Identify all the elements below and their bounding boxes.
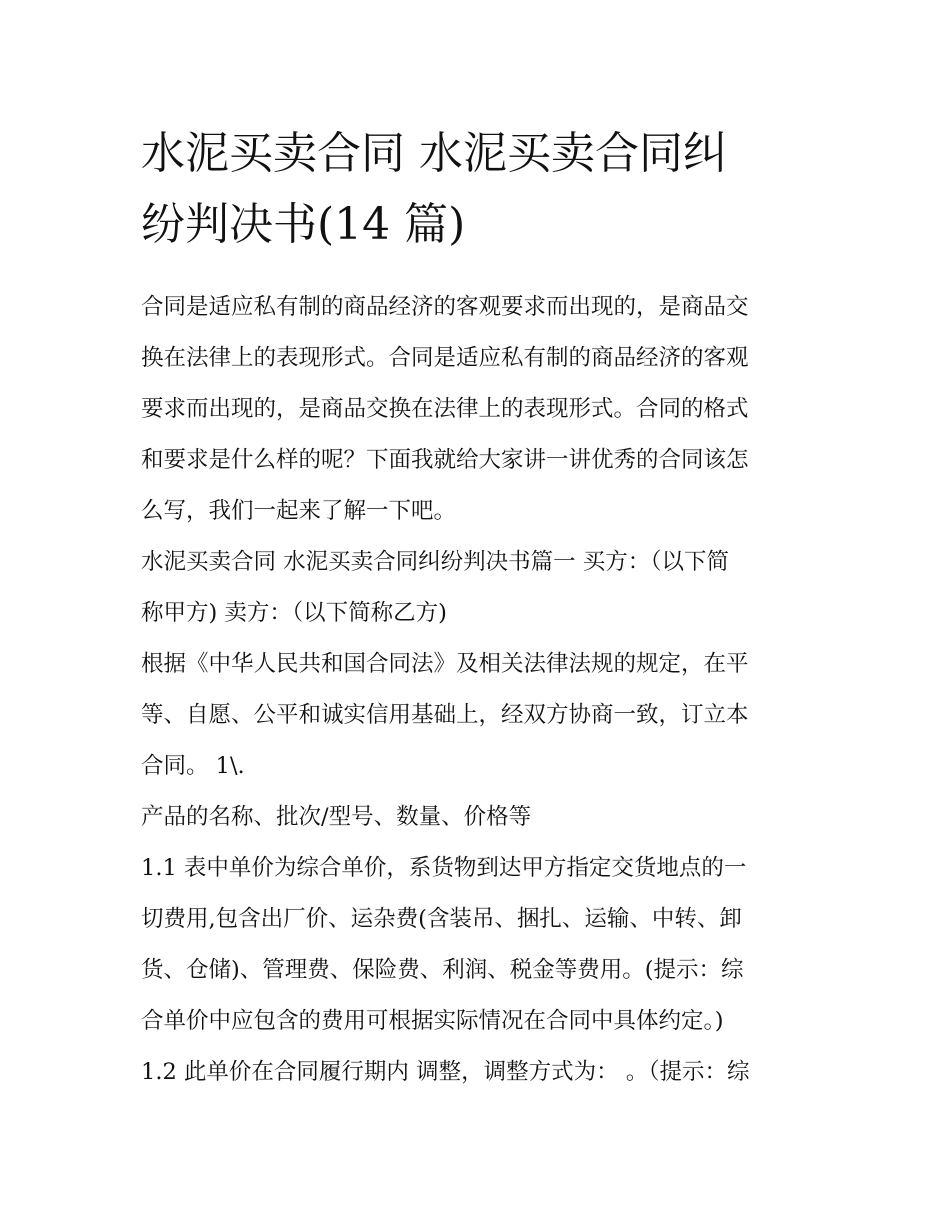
text-line: 和要求是什么样的呢？下面我就给大家讲一讲优秀的合同该怎 <box>141 447 749 473</box>
text-line: 水泥买卖合同 水泥买卖合同纠纷判决书篇一 买方：（以下简 <box>141 549 730 575</box>
text-line: 1.1 表中单价为综合单价，系货物到达甲方指定交货地点的一 <box>141 855 747 881</box>
text-line: 称甲方) 卖方：（以下简称乙方) <box>141 600 447 626</box>
title-line-2: 纷判决书(14 篇) <box>141 199 466 250</box>
document-body <box>141 282 816 1098</box>
text-line: 等、自愿、公平和诚实信用基础上，经双方协商一致，订立本 <box>141 702 749 728</box>
document-title <box>141 118 821 260</box>
text-line: 合同。 1\. <box>141 753 245 779</box>
text-line: 要求而出现的，是商品交换在法律上的表现形式。合同的格式 <box>141 396 749 422</box>
text-line: 产品的名称、批次/型号、数量、价格等 <box>141 804 532 830</box>
title-line-1: 水泥买卖合同 水泥买卖合同纠 <box>141 128 727 179</box>
text-line: 根据《中华人民共和国合同法》及相关法律法规的规定，在平 <box>141 651 749 677</box>
text-line: 切费用,包含出厂价、运杂费(含装吊、捆扎、运输、中转、卸 <box>141 906 742 932</box>
text-line: 换在法律上的表现形式。合同是适应私有制的商品经济的客观 <box>141 345 749 371</box>
text-line: 么写，我们一起来了解一下吧。 <box>141 498 457 524</box>
text-line: 1.2 此单价在合同履行期内 调整，调整方式为： 。（提示：综 <box>141 1059 750 1085</box>
text-line: 货、仓储)、管理费、保险费、利润、税金等费用。(提示：综 <box>141 957 744 983</box>
text-line: 合单价中应包含的费用可根据实际情况在合同中具体约定。) <box>141 1008 724 1034</box>
text-line: 合同是适应私有制的商品经济的客观要求而出现的，是商品交 <box>141 294 749 320</box>
